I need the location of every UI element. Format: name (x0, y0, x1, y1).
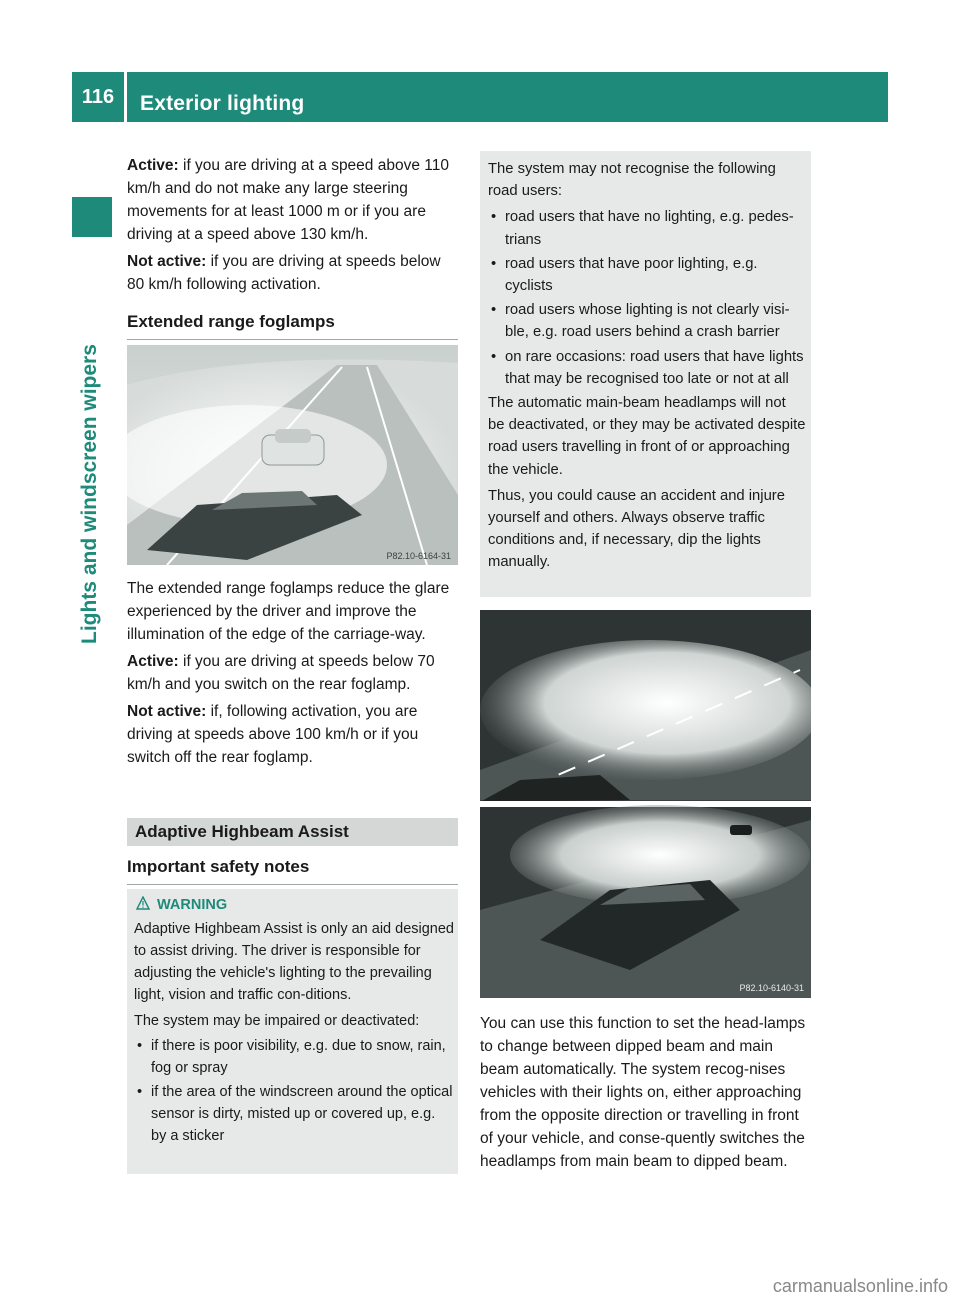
warning-title: WARNING (157, 897, 228, 913)
footer-watermark: carmanualsonline.info (772, 1276, 948, 1296)
list-item: • road users whose lighting is not clearly visi-ble, e.g. road users behind a crash barrier (488, 299, 806, 343)
highbeam-description: You can use this function to set the head-lamps to change between dipped beam and main beam automatically. The system recog-nises vehicles with their lights on, either approaching from the opposite direction or travelling in front of your vehicle, and conse-quently switches the headlamps from main beam to dipped beam. (480, 1015, 806, 1170)
recognition-note-content (488, 158, 806, 578)
foglamps-not-active: Not active: if, following activation, you are driving at speeds above 100 km/h or if you switch off the rear foglamp. (127, 703, 419, 766)
right-column-body (480, 1012, 811, 1177)
dipped-beam-panel (480, 805, 811, 998)
warning-paragraph-1: Adaptive Highbeam Assist is only an aid designed to assist driving. The driver is responsible for adjusting the vehicle's lighting to the prevailing light, vision and traffic con-ditions. (134, 921, 454, 1003)
highbeam-figure (480, 610, 811, 998)
left-column-foglamps-text (127, 577, 458, 773)
sidebar-tab-marker (72, 197, 112, 237)
warning-paragraph-2: The system may be impaired or deactivated: (134, 1013, 420, 1029)
not-active-paragraph: Not active: if you are driving at speeds below 80 km/h following activation. (127, 253, 441, 293)
list-item: • if the area of the windscreen around the optical sensor is dirty, misted up or covered up, e.g. by a sticker (134, 1081, 454, 1147)
foglamps-heading: Extended range foglamps (127, 310, 458, 340)
page-number: 116 (81, 86, 115, 108)
foglamps-figure (127, 345, 458, 565)
note-paragraph-2: The automatic main-beam headlamps will not be deactivated, or they may be activated despite road users travelling in front of or approaching the vehicle. (488, 395, 806, 478)
warning-title-row (136, 894, 454, 916)
list-item: • if there is poor visibility, e.g. due to snow, rain, fog or spray (134, 1035, 454, 1079)
safety-heading-wrap (127, 855, 458, 885)
left-column-intro (127, 154, 458, 340)
sidebar-chapter-label: Lights and windscreen wipers (78, 344, 101, 644)
foglamps-active: Active: if you are driving at speeds below 70 km/h and you switch on the rear foglamp. (127, 653, 435, 693)
warning-box (127, 889, 458, 1174)
note-bullet-list (488, 206, 806, 390)
warning-bullet-list (134, 1035, 454, 1147)
note-paragraph-3: Thus, you could cause an accident and injure yourself and others. Always observe traffic conditions and, if necessary, dip the lights manually. (488, 487, 785, 571)
header-divider (124, 72, 127, 122)
page-header (72, 72, 888, 122)
foglamps-illustration (127, 345, 458, 565)
warning-content (134, 894, 454, 1149)
list-item: • road users that have poor lighting, e.g. cyclists (488, 253, 806, 297)
section-title: Exterior lighting (140, 92, 305, 115)
section-band-title: Adaptive Highbeam Assist (135, 822, 349, 841)
note-paragraph-1: The system may not recognise the following road users: (488, 161, 776, 200)
active-paragraph: Active: if you are driving at a speed above 110 km/h and do not make any large steering movements for at least 1000 m or if you are driving at a speed above 130 km/h. (127, 157, 449, 243)
highbeam-illustration (480, 610, 811, 998)
safety-notes-heading: Important safety notes (127, 855, 458, 885)
warning-triangle-icon (136, 896, 150, 910)
recognition-note-box (480, 151, 811, 597)
section-band-adaptive-highbeam (127, 818, 458, 846)
foglamps-description: The extended range foglamps reduce the glare experienced by the driver and improve the illumination of the edge of the carriage-way. (127, 580, 450, 643)
list-item: • road users that have no lighting, e.g. pedes-trians (488, 206, 806, 250)
main-beam-panel (480, 610, 811, 802)
figure-code: P82.10-6140-31 (739, 983, 804, 993)
figure-code: P82.10-6164-31 (386, 551, 451, 561)
list-item: • on rare occasions: road users that have lights that may be recognised too late or not at all (488, 346, 806, 390)
